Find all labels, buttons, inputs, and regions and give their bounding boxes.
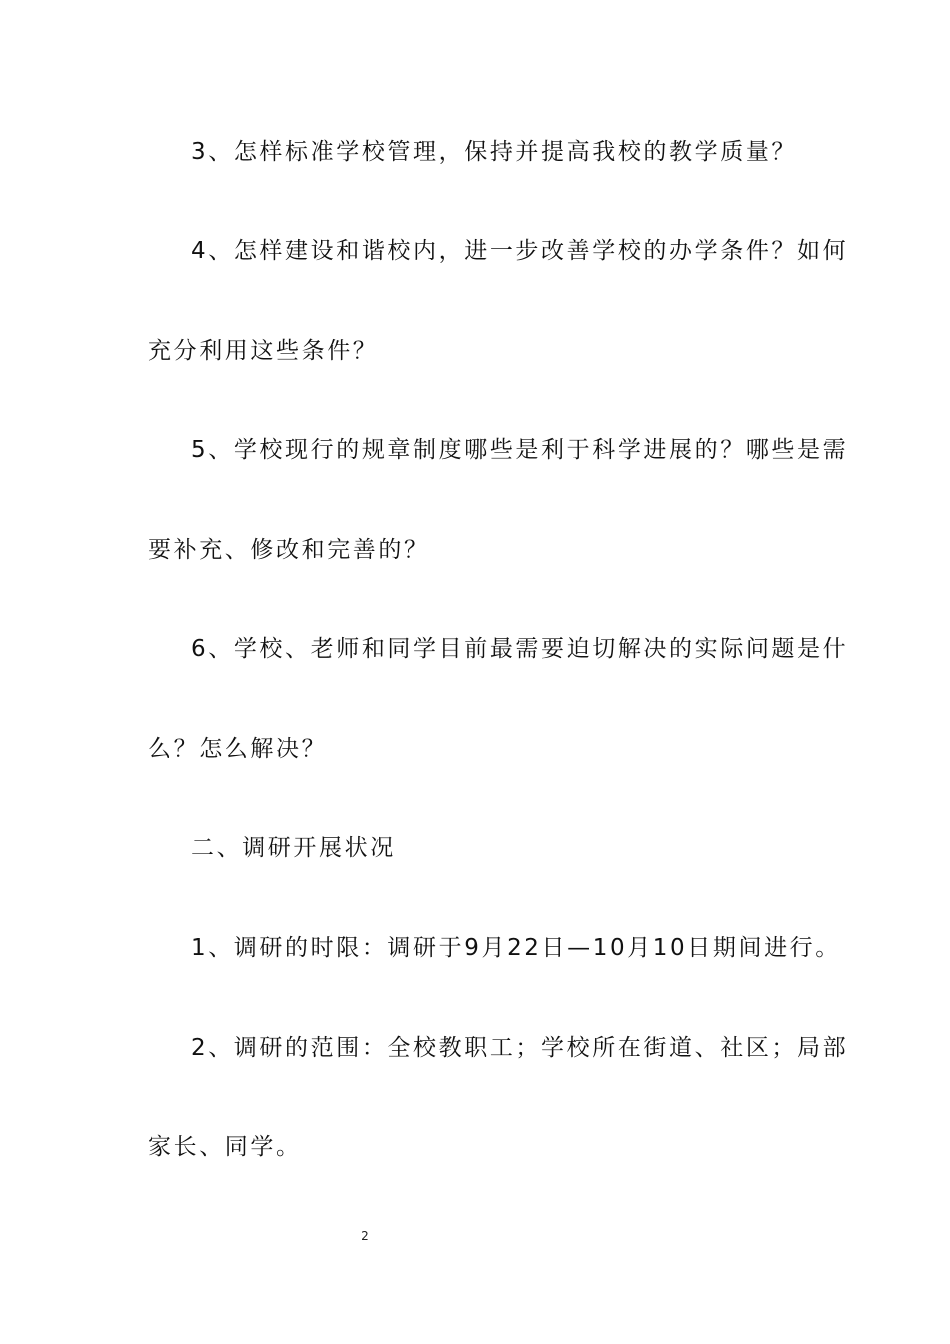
paragraph-line: 1、调研的时限：调研于9月22日—10月10日期间进行。 bbox=[191, 935, 841, 961]
paragraph-line: 要补充、修改和完善的？ bbox=[148, 537, 430, 563]
paragraph-line: 充分利用这些条件？ bbox=[148, 338, 379, 364]
paragraph-line: 家长、同学。 bbox=[148, 1134, 302, 1160]
paragraph-line: 5、学校现行的规章制度哪些是利于科学进展的？哪些是需 bbox=[191, 437, 849, 463]
paragraph-line: 2、调研的范围：全校教职工；学校所在街道、社区；局部 bbox=[191, 1035, 849, 1061]
paragraph-line: 3、怎样标准学校管理，保持并提高我校的教学质量？ bbox=[191, 139, 798, 165]
page-number: 2 bbox=[361, 1229, 369, 1243]
paragraph-line: 么？怎么解决？ bbox=[148, 736, 328, 762]
paragraph-line: 6、学校、老师和同学目前最需要迫切解决的实际问题是什 bbox=[191, 636, 849, 662]
paragraph-line: 4、怎样建设和谐校内，进一步改善学校的办学条件？如何 bbox=[191, 238, 849, 264]
section-heading: 二、调研开展状况 bbox=[191, 835, 396, 861]
